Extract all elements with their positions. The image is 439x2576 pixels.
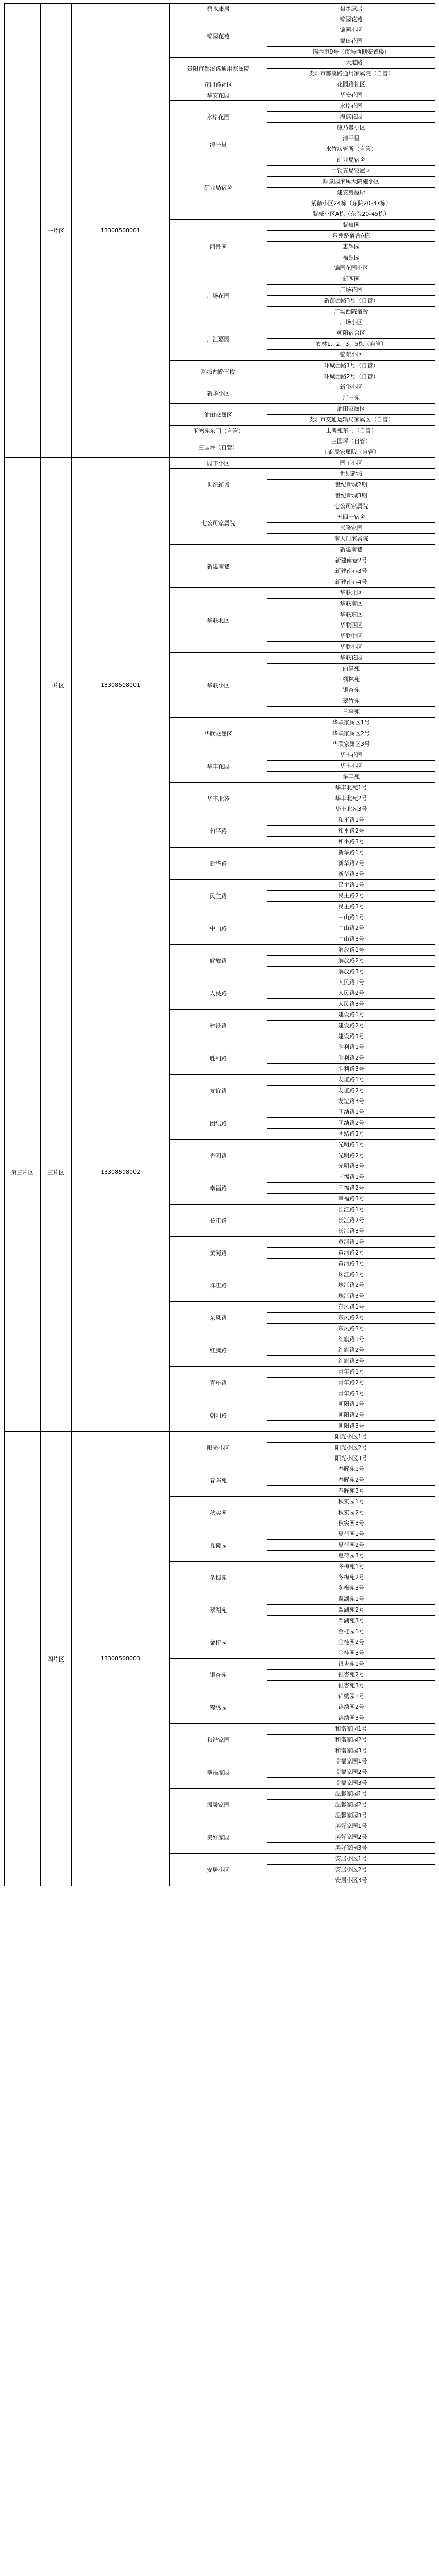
item-cell: 阳光小区1号 xyxy=(267,1432,435,1443)
item-cell: 银杏苑 xyxy=(267,685,435,696)
item-cell: 团结路1号 xyxy=(267,1107,435,1118)
item-cell: 翠竹苑 xyxy=(267,696,435,707)
item-cell: 花园路社区 xyxy=(267,79,435,90)
section-name-cell xyxy=(5,4,41,458)
item-cell: 青年路2号 xyxy=(267,1378,435,1388)
grid-name-cell: 和谐家园 xyxy=(170,1724,267,1756)
item-cell: 友谊路2号 xyxy=(267,1086,435,1096)
grid-name-cell: 夏荷园 xyxy=(170,1529,267,1562)
item-cell: 温馨家园1号 xyxy=(267,1789,435,1800)
item-cell: 珠江路1号 xyxy=(267,1269,435,1280)
item-cell: 新华路1号 xyxy=(267,848,435,858)
item-cell: 幸福家园1号 xyxy=(267,1756,435,1767)
grid-name-cell: 银杏苑 xyxy=(170,1659,267,1691)
item-cell: 三国坪（自管） xyxy=(267,436,435,447)
grid-name-cell: 华联小区 xyxy=(170,653,267,718)
item-cell: 民主路2号 xyxy=(267,891,435,902)
grid-name-cell: 油田家属区 xyxy=(170,404,267,426)
item-cell: 建安房屋所 xyxy=(267,188,435,198)
item-cell: 幸福家园3号 xyxy=(267,1778,435,1789)
item-cell: 人民路1号 xyxy=(267,977,435,988)
item-cell: 胜利路2号 xyxy=(267,1053,435,1064)
grid-name-cell: 园丁小区 xyxy=(170,458,267,469)
grid-name-cell: 团结路 xyxy=(170,1107,267,1140)
item-cell: 光明路1号 xyxy=(267,1140,435,1150)
grid-name-cell: 友谊路 xyxy=(170,1075,267,1107)
grid-name-cell: 朝阳路 xyxy=(170,1399,267,1432)
grid-name-cell: 解放路 xyxy=(170,945,267,977)
item-cell: 和平路1号 xyxy=(267,815,435,826)
item-cell: 春晖苑3号 xyxy=(267,1486,435,1497)
item-cell: 华联东区 xyxy=(267,609,435,620)
item-cell: 中山路2号 xyxy=(267,923,435,934)
item-cell: 安居小区1号 xyxy=(267,1854,435,1865)
item-cell: 银杏苑1号 xyxy=(267,1659,435,1670)
grid-name-cell: 三国坪（自管） xyxy=(170,436,267,458)
item-cell: 华联中区 xyxy=(267,631,435,642)
item-cell: 华联西区 xyxy=(267,620,435,631)
item-cell: 中山路3号 xyxy=(267,934,435,945)
item-cell: 玉鸿苑东门（自管） xyxy=(267,426,435,436)
item-cell: 新西园 xyxy=(267,274,435,285)
item-cell: 福田花园 xyxy=(267,36,435,47)
item-cell: 红旗路2号 xyxy=(267,1345,435,1356)
item-cell: 安居小区2号 xyxy=(267,1865,435,1875)
grid-name-cell: 清平里 xyxy=(170,133,267,155)
item-cell: 美好家园3号 xyxy=(267,1843,435,1854)
item-cell: 秋实园2号 xyxy=(267,1507,435,1518)
grid-name-cell: 黄河路 xyxy=(170,1237,267,1269)
item-cell: 夏荷园3号 xyxy=(267,1551,435,1562)
item-cell: 黄河路3号 xyxy=(267,1259,435,1269)
item-cell: 冬梅苑1号 xyxy=(267,1562,435,1572)
item-cell: 华丰小区 xyxy=(267,761,435,772)
item-cell: 长江路2号 xyxy=(267,1215,435,1226)
item-cell: 水竹房管所（自管） xyxy=(267,144,435,155)
item-cell: 华联花园 xyxy=(267,653,435,664)
item-cell: 春晖苑1号 xyxy=(267,1464,435,1475)
item-cell: 秋实园1号 xyxy=(267,1497,435,1507)
item-cell: 珠江路2号 xyxy=(267,1280,435,1291)
grid-name-cell: 阳光小区 xyxy=(170,1432,267,1464)
grid-name-cell: 美好家园 xyxy=(170,1821,267,1854)
item-cell: 安居小区3号 xyxy=(267,1875,435,1886)
item-cell: 幸福家园2号 xyxy=(267,1767,435,1778)
item-cell: 贵阳市交通运输局家属区（自管） xyxy=(267,415,435,426)
item-cell: 新华路2号 xyxy=(267,858,435,869)
item-cell: 解放路1号 xyxy=(267,945,435,956)
item-cell: 朝阳路3号 xyxy=(267,1421,435,1432)
item-cell: 新建南巷3号 xyxy=(267,566,435,577)
item-cell: 贵阳市都溪路通用家属院（自管） xyxy=(267,69,435,79)
grid-name-cell: 翠湖苑 xyxy=(170,1594,267,1626)
item-cell: 清平里 xyxy=(267,133,435,144)
item-cell: 环城西路1号（自管） xyxy=(267,361,435,371)
item-cell: 丽景苑 xyxy=(267,664,435,674)
grid-name-cell: 春晖苑 xyxy=(170,1464,267,1497)
item-cell: 幸福路3号 xyxy=(267,1194,435,1205)
item-cell: 华丰北苑3号 xyxy=(267,804,435,815)
grid-name-cell: 幸福路 xyxy=(170,1172,267,1205)
grid-name-cell: 七公司家属院 xyxy=(170,501,267,545)
item-cell: 锦绣园3号 xyxy=(267,1713,435,1724)
grid-name-cell: 广汇嘉园 xyxy=(170,317,267,361)
item-cell: 园丁小区 xyxy=(267,458,435,469)
grid-name-cell: 光明路 xyxy=(170,1140,267,1172)
item-cell: 团结路3号 xyxy=(267,1129,435,1140)
item-cell: 红旗路1号 xyxy=(267,1334,435,1345)
section-phone-cell: 13308508003 xyxy=(72,1432,170,1886)
item-cell: 锦西市9号（市场西侧安置楼） xyxy=(267,47,435,58)
grid-name-cell: 红旗路 xyxy=(170,1334,267,1367)
item-cell: 锦绣园1号 xyxy=(267,1691,435,1702)
item-cell: 东风路3号 xyxy=(267,1324,435,1334)
grid-name-cell: 民主路 xyxy=(170,880,267,912)
grid-name-cell: 冬梅苑 xyxy=(170,1562,267,1594)
section-phone-cell: 13308508001 xyxy=(72,4,170,458)
item-cell: 和平路2号 xyxy=(267,826,435,837)
item-cell: 油田家属区 xyxy=(267,404,435,415)
item-cell: 美好家园1号 xyxy=(267,1821,435,1832)
item-cell: 东风路2号 xyxy=(267,1313,435,1324)
item-cell: 惠辉园 xyxy=(267,242,435,252)
grid-name-cell: 华丰北苑 xyxy=(170,783,267,815)
grid-name-cell: 建设路 xyxy=(170,1010,267,1042)
grid-name-cell: 珠江路 xyxy=(170,1269,267,1302)
section-phone-cell: 13308508002 xyxy=(72,912,170,1432)
section-name-cell xyxy=(5,1432,41,1886)
item-cell: 金桂园1号 xyxy=(267,1626,435,1637)
grid-name-cell: 丽景园 xyxy=(170,220,267,274)
grid-name-cell: 胜利路 xyxy=(170,1042,267,1075)
item-cell: 和谐家园2号 xyxy=(267,1735,435,1745)
grid-name-cell: 温馨家园 xyxy=(170,1789,267,1821)
item-cell: 紫薇园 xyxy=(267,220,435,231)
item-cell: 工商局家属院（自管） xyxy=(267,447,435,458)
item-cell: 枫林苑 xyxy=(267,674,435,685)
item-cell: 阳光小区2号 xyxy=(267,1443,435,1453)
item-cell: 夏荷园2号 xyxy=(267,1540,435,1551)
item-cell: 金桂园2号 xyxy=(267,1637,435,1648)
item-cell: 华联小区 xyxy=(267,642,435,653)
item-cell: 解放路3号 xyxy=(267,967,435,977)
grid-name-cell: 新建南巷 xyxy=(170,545,267,588)
item-cell: 阳光小区3号 xyxy=(267,1453,435,1464)
table-row xyxy=(5,1432,435,1443)
item-cell: 翠湖苑3号 xyxy=(267,1616,435,1626)
item-cell: 锦绣园2号 xyxy=(267,1702,435,1713)
item-cell: 春晖苑2号 xyxy=(267,1475,435,1486)
grid-name-cell: 新华路 xyxy=(170,848,267,880)
item-cell: 建设路2号 xyxy=(267,1021,435,1031)
grid-name-cell: 贵阳市都溪路通用家属院 xyxy=(170,58,267,79)
item-cell: 胜利路3号 xyxy=(267,1064,435,1075)
item-cell: 友谊路1号 xyxy=(267,1075,435,1086)
item-cell: 青年路1号 xyxy=(267,1367,435,1378)
item-cell: 光明路2号 xyxy=(267,1150,435,1161)
grid-name-cell: 花园路社区 xyxy=(170,79,267,90)
grid-name-cell: 华联家属区 xyxy=(170,718,267,750)
grid-name-cell: 长江路 xyxy=(170,1205,267,1237)
item-cell: 建设路1号 xyxy=(267,1010,435,1021)
item-cell: 世纪新城2期 xyxy=(267,480,435,490)
item-cell: 青年路3号 xyxy=(267,1388,435,1399)
item-cell: 美好家园2号 xyxy=(267,1832,435,1843)
item-cell: 朝阳宿舍区 xyxy=(267,328,435,339)
item-cell: 秋实园3号 xyxy=(267,1518,435,1529)
grid-name-cell: 和平路 xyxy=(170,815,267,848)
item-cell: 民主路1号 xyxy=(267,880,435,891)
grid-name-cell: 锦绣园 xyxy=(170,1691,267,1724)
grid-name-cell: 华联北区 xyxy=(170,588,267,653)
item-cell: 金桂园3号 xyxy=(267,1648,435,1659)
item-cell: 华联家属区1号 xyxy=(267,718,435,728)
item-cell: 广场花园 xyxy=(267,285,435,296)
table-row xyxy=(5,4,435,14)
item-cell: 福源园 xyxy=(267,252,435,263)
item-cell: 海滨花园 xyxy=(267,112,435,123)
item-cell: 七公司家属院 xyxy=(267,501,435,512)
grid-name-cell: 锦园花苑 xyxy=(170,14,267,58)
roster-rows xyxy=(5,4,435,1886)
item-cell: 光明路3号 xyxy=(267,1161,435,1172)
item-cell: 东风路1号 xyxy=(267,1302,435,1313)
item-cell: 幸福路2号 xyxy=(267,1183,435,1194)
grid-name-cell: 广场花园 xyxy=(170,274,267,317)
item-cell: 冬梅苑3号 xyxy=(267,1583,435,1594)
item-cell: 华丰花园 xyxy=(267,750,435,761)
item-cell: 红旗路3号 xyxy=(267,1356,435,1367)
item-cell: 温馨家园3号 xyxy=(267,1810,435,1821)
community-roster-table xyxy=(4,3,435,1886)
item-cell: 团结路2号 xyxy=(267,1118,435,1129)
section-head-cell: 二片区 xyxy=(41,458,72,912)
item-cell: 黄河路2号 xyxy=(267,1248,435,1259)
section-head-cell: 四片区 xyxy=(41,1432,72,1886)
item-cell: 五四一宿舍 xyxy=(267,512,435,523)
table-row xyxy=(5,458,435,469)
item-cell: 汇丰苑 xyxy=(267,393,435,404)
section-name-cell xyxy=(5,458,41,912)
item-cell: 一大道路 xyxy=(267,58,435,69)
item-cell: 朝阳路1号 xyxy=(267,1399,435,1410)
item-cell: 华联北区 xyxy=(267,588,435,599)
item-cell: 新华小区 xyxy=(267,382,435,393)
item-cell: 和谐家园3号 xyxy=(267,1745,435,1756)
section-head-cell: 一片区 xyxy=(41,4,72,458)
item-cell: 建设路3号 xyxy=(267,1031,435,1042)
item-cell: 康乃馨小区 xyxy=(267,123,435,133)
item-cell: 幸福路1号 xyxy=(267,1172,435,1183)
grid-name-cell: 玉鸿苑东门（自管） xyxy=(170,426,267,436)
item-cell: 华丰北苑1号 xyxy=(267,783,435,793)
grid-name-cell: 世纪新城 xyxy=(170,469,267,501)
grid-name-cell: 华安花园 xyxy=(170,90,267,101)
item-cell: 和平路3号 xyxy=(267,837,435,848)
grid-name-cell: 秋实园 xyxy=(170,1497,267,1529)
item-cell: 紫薇小区24栋（东院20-37栋） xyxy=(267,198,435,209)
item-cell: 农林1、2、3、5栋（自管） xyxy=(267,339,435,350)
grid-name-cell: 安居小区 xyxy=(170,1854,267,1886)
item-cell: 民主路3号 xyxy=(267,902,435,912)
item-cell: 华联家属区2号 xyxy=(267,728,435,739)
item-cell: 水岸花园 xyxy=(267,101,435,112)
grid-name-cell: 华丰花园 xyxy=(170,750,267,783)
item-cell: 新建南巷 xyxy=(267,545,435,555)
item-cell: 人民路2号 xyxy=(267,988,435,999)
item-cell: 华联南区 xyxy=(267,599,435,609)
grid-name-cell: 矿业局宿舍 xyxy=(170,155,267,220)
item-cell: 紫薇小区A栋（东院20-45栋） xyxy=(267,209,435,220)
item-cell: 锦园花苑 xyxy=(267,14,435,25)
item-cell: 和谐家园1号 xyxy=(267,1724,435,1735)
item-cell: 世纪新城3期 xyxy=(267,490,435,501)
item-cell: 广场小区 xyxy=(267,317,435,328)
item-cell: 珠江路3号 xyxy=(267,1291,435,1302)
item-cell: 温馨家园2号 xyxy=(267,1800,435,1810)
grid-name-cell: 碧水康居 xyxy=(170,4,267,14)
item-cell: 长江路3号 xyxy=(267,1226,435,1237)
item-cell: 银杏苑3号 xyxy=(267,1681,435,1691)
grid-name-cell: 新华小区 xyxy=(170,382,267,404)
item-cell: 兴隆家园 xyxy=(267,523,435,534)
grid-name-cell: 中山路 xyxy=(170,912,267,945)
item-cell: 人民路3号 xyxy=(267,999,435,1010)
section-head-cell: 三片区 xyxy=(41,912,72,1432)
grid-name-cell: 东风路 xyxy=(170,1302,267,1334)
item-cell: 华联家属区3号 xyxy=(267,739,435,750)
item-cell: 环城西路2号（自管） xyxy=(267,371,435,382)
item-cell: 中铁五局家属区 xyxy=(267,166,435,177)
item-cell: 华丰北苑2号 xyxy=(267,793,435,804)
item-cell: 顺景园家属大院施小区 xyxy=(267,177,435,188)
grid-name-cell: 环城西路三段 xyxy=(170,361,267,382)
grid-name-cell: 幸福家园 xyxy=(170,1756,267,1789)
item-cell: 长江路1号 xyxy=(267,1205,435,1215)
item-cell: 东苑路宿舍A栋 xyxy=(267,231,435,242)
grid-name-cell: 金桂园 xyxy=(170,1626,267,1659)
table-row xyxy=(5,912,435,923)
section-name-cell: 第三片区 xyxy=(5,912,41,1432)
item-cell: 兰亭苑 xyxy=(267,707,435,718)
grid-name-cell: 人民路 xyxy=(170,977,267,1010)
item-cell: 华安花园 xyxy=(267,90,435,101)
item-cell: 翠湖苑2号 xyxy=(267,1605,435,1616)
grid-name-cell: 水岸花园 xyxy=(170,101,267,133)
item-cell: 解放路2号 xyxy=(267,956,435,967)
item-cell: 锦园花园小区 xyxy=(267,263,435,274)
item-cell: 华丰苑 xyxy=(267,772,435,783)
item-cell: 冬梅苑2号 xyxy=(267,1572,435,1583)
item-cell: 锦园小区 xyxy=(267,25,435,36)
item-cell: 新建南巷4号 xyxy=(267,577,435,588)
item-cell: 翠湖苑1号 xyxy=(267,1594,435,1605)
item-cell: 中山路1号 xyxy=(267,912,435,923)
item-cell: 胜利路1号 xyxy=(267,1042,435,1053)
item-cell: 银杏苑2号 xyxy=(267,1670,435,1681)
item-cell: 新建南巷2号 xyxy=(267,555,435,566)
section-phone-cell: 13308508001 xyxy=(72,458,170,912)
item-cell: 夏荷园1号 xyxy=(267,1529,435,1540)
item-cell: 朝阳路2号 xyxy=(267,1410,435,1421)
item-cell: 世纪新城 xyxy=(267,469,435,480)
item-cell: 锦苑小区 xyxy=(267,350,435,361)
grid-name-cell: 青年路 xyxy=(170,1367,267,1399)
item-cell: 新苗西路3号（自管） xyxy=(267,296,435,307)
item-cell: 碧水康居 xyxy=(267,4,435,14)
item-cell: 新华路3号 xyxy=(267,869,435,880)
item-cell: 黄河路1号 xyxy=(267,1237,435,1248)
item-cell: 广场西院宿舍 xyxy=(267,307,435,317)
item-cell: 友谊路3号 xyxy=(267,1096,435,1107)
item-cell: 矿业局宿舍 xyxy=(267,155,435,166)
item-cell: 南天门家属院 xyxy=(267,534,435,545)
